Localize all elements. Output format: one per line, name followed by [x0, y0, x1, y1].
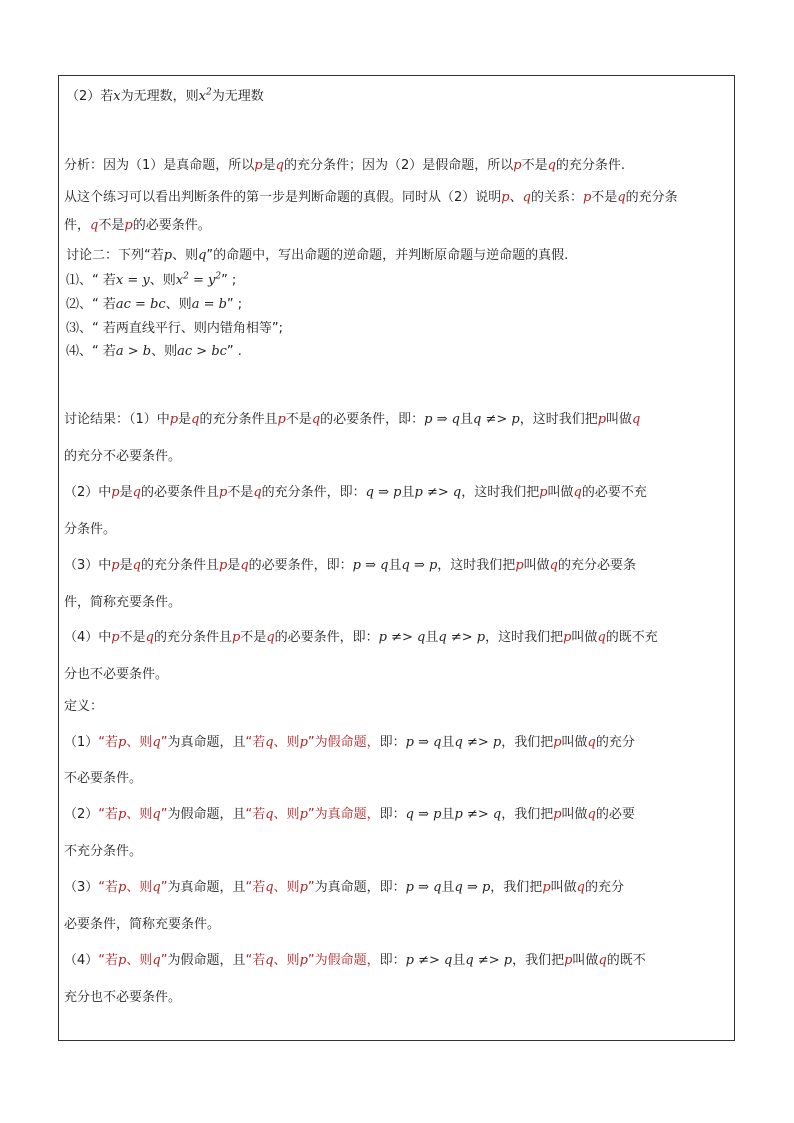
text: 的充分必要条 [557, 558, 636, 573]
discussion-item-1 [66, 273, 236, 289]
text: ，这时我们把 [519, 412, 598, 427]
text: 的充分条 [625, 190, 678, 205]
text: ” ; [226, 297, 243, 312]
var-p: p [218, 485, 228, 500]
text: 件， [64, 218, 91, 233]
var-p: p [299, 880, 308, 895]
text: 的必要条件。 [132, 218, 211, 233]
result-2-line-2 [64, 522, 116, 538]
definition-title [64, 699, 103, 715]
math: q ⇒ p [365, 485, 402, 500]
var-q: q [265, 735, 274, 750]
text: （1） [64, 735, 99, 750]
math: q ≠> p [465, 953, 513, 968]
analysis-line-1 [64, 158, 625, 174]
math: p ≠> q [378, 630, 426, 645]
text: 且 [441, 735, 455, 750]
text: 且 [441, 880, 455, 895]
text: 件，简称充要条件。 [64, 595, 182, 610]
definition-2-line-2 [64, 844, 142, 860]
result-2-line-1 [64, 485, 647, 501]
discussion-item-3 [66, 321, 283, 337]
definition-1-line-1 [64, 735, 635, 751]
var-q: q [573, 485, 582, 500]
text: 讨论结果：（1）中 [64, 412, 170, 427]
text: （4） [64, 953, 99, 968]
analysis-line-3 [64, 218, 211, 234]
text: 且 [441, 807, 455, 822]
var-q: q [145, 630, 154, 645]
text: “若 [98, 880, 119, 895]
var-q: q [152, 880, 161, 895]
var-q: q [275, 158, 284, 173]
text: 且 [452, 953, 466, 968]
text: 、 [509, 190, 523, 205]
math: p ≠> q [454, 807, 502, 822]
text: 是 [119, 558, 133, 573]
text: 为无理数，则 [120, 89, 199, 104]
var-p: p [111, 485, 120, 500]
text: “若 [245, 807, 266, 822]
result-3-line-1 [64, 558, 636, 574]
math: p ⇒ q [405, 880, 442, 895]
var-p: p [563, 630, 572, 645]
text: 的既不充 [605, 630, 658, 645]
text: 充分也不必要条件。 [64, 990, 182, 1005]
math: p ⇒ q [424, 412, 460, 427]
var-q: q [152, 953, 161, 968]
math: ac = bc [115, 297, 166, 312]
text: 叫做 [571, 630, 598, 645]
var-p: p [124, 218, 133, 233]
math: q ≠> p [472, 412, 520, 427]
text: ，这时我们把 [437, 558, 516, 573]
text: ⑵、“ 若 [66, 297, 116, 312]
text: 不必要条件。 [64, 771, 143, 786]
text: 分析：因为（1）是真命题，所以 [64, 158, 255, 173]
math: x [175, 273, 184, 288]
text: 的充分条件且 [153, 630, 232, 645]
var-p: p [553, 807, 562, 822]
text: ，这时我们把 [485, 630, 564, 645]
text: 、则 [273, 735, 300, 750]
var-q: q [265, 880, 274, 895]
text: 、则 [273, 953, 300, 968]
text: ，我们把 [512, 953, 565, 968]
text: （2）中 [64, 485, 112, 500]
discussion-2-title [66, 248, 568, 264]
text: ” [307, 880, 315, 895]
text: “若 [245, 953, 266, 968]
var-p: p [277, 412, 286, 427]
text: 、则 [126, 953, 153, 968]
text: 的充分条件. [555, 158, 626, 173]
text: 是 [262, 158, 276, 173]
text: ” ; [221, 273, 237, 288]
var-p: p [163, 248, 173, 263]
text: 不是 [521, 158, 548, 173]
text: 即： [379, 807, 406, 822]
var-p: p [299, 735, 308, 750]
var-p: p [299, 953, 308, 968]
text: 不充分条件。 [64, 844, 143, 859]
math-x: x [113, 89, 121, 104]
var-q: q [90, 218, 99, 233]
text: 的充分 [584, 880, 624, 895]
var-q: q [253, 485, 262, 500]
var-p: p [169, 412, 179, 427]
text: 不是 [240, 630, 267, 645]
text: ，我们把 [501, 735, 554, 750]
definition-2-line-1 [64, 807, 635, 823]
text: 、则 [273, 880, 300, 895]
text: ，我们把 [501, 807, 554, 822]
text: 的充分条件，即： [261, 485, 366, 500]
math: a = b [191, 297, 227, 312]
text: 为假命题，且 [167, 953, 246, 968]
var-q: q [265, 953, 274, 968]
text: 分也不必要条件。 [64, 667, 169, 682]
var-p: p [515, 558, 524, 573]
result-3-line-2 [64, 595, 181, 611]
discussion-item-4 [66, 344, 242, 360]
var-q: q [265, 807, 274, 822]
definition-3-line-1 [64, 880, 624, 896]
text: 即： [379, 735, 406, 750]
text: 为真命题，且 [167, 735, 246, 750]
text: 的关系： [530, 190, 583, 205]
var-q: q [587, 735, 596, 750]
math: q ≠> p [438, 630, 486, 645]
math-x: x [198, 89, 206, 104]
text: （2） [64, 807, 99, 822]
text: 为无理数 [211, 89, 264, 104]
text: ⑶、“ 若两直线平行、则内错角相等”; [66, 321, 283, 336]
math: q ⇒ p [405, 807, 442, 822]
var-p: p [111, 630, 120, 645]
text: 叫做 [547, 485, 574, 500]
text: 的必要不充 [581, 485, 647, 500]
text: 不是 [227, 485, 254, 500]
var-q: q [191, 412, 200, 427]
result-4-line-2 [64, 667, 168, 683]
text: 讨论二：下列“若 [66, 248, 164, 263]
text: 的充分不必要条件。 [64, 449, 182, 464]
text: ”为假命题， [307, 735, 380, 750]
text: ” . [226, 344, 242, 359]
text: 、则 [172, 248, 199, 263]
text: 叫做 [550, 880, 577, 895]
math-sup: 2 [183, 271, 189, 282]
var-p: p [118, 880, 127, 895]
definition-3-line-2 [64, 917, 220, 933]
var-q: q [152, 807, 161, 822]
var-q: q [549, 558, 558, 573]
result-1-line-2 [64, 449, 181, 465]
text: 、则 [126, 735, 153, 750]
text: 不是 [591, 190, 618, 205]
math: = y [188, 273, 216, 288]
math: p ⇒ q [405, 735, 442, 750]
var-q: q [547, 158, 556, 173]
text: ”为假命题， [307, 953, 380, 968]
text: 、则 [165, 297, 192, 312]
text: 的充分条件；因为（2）是假命题，所以 [283, 158, 514, 173]
text: 为假命题，且 [167, 807, 246, 822]
var-q: q [311, 412, 321, 427]
var-p: p [231, 630, 241, 645]
var-p: p [111, 558, 120, 573]
math: q ⇒ p [454, 880, 491, 895]
var-q: q [132, 558, 141, 573]
math: a > b [115, 344, 152, 359]
math-sup: 2 [205, 87, 212, 98]
text: 且 [388, 558, 402, 573]
text: 叫做 [572, 953, 599, 968]
definition-1-line-2 [64, 771, 142, 787]
text: 分条件。 [64, 522, 117, 537]
text: （2）若 [66, 89, 114, 104]
text: 不是 [285, 412, 312, 427]
text: “若 [245, 880, 266, 895]
text: 、则 [151, 344, 178, 359]
var-q: q [198, 248, 207, 263]
var-q: q [617, 190, 626, 205]
math: q ⇒ p [401, 558, 438, 573]
text: 的充分条件且 [140, 558, 219, 573]
text: 即： [379, 953, 406, 968]
var-p: p [118, 735, 127, 750]
text: 必要条件，简称充要条件。 [64, 917, 221, 932]
text: 、则 [149, 273, 176, 288]
math: p ≠> q [405, 953, 453, 968]
math: q ≠> p [454, 735, 502, 750]
text: 且 [459, 412, 473, 427]
text: ”为真命题， [307, 807, 380, 822]
var-p: p [513, 158, 522, 173]
var-p: p [582, 190, 592, 205]
text: ” [160, 735, 168, 750]
text: 的必要条件，即： [274, 630, 379, 645]
text: （4）中 [64, 630, 112, 645]
var-q: q [152, 735, 161, 750]
var-q: q [522, 190, 531, 205]
var-q: q [632, 412, 641, 427]
text: 是 [119, 485, 133, 500]
item-2-line [66, 89, 264, 105]
text: ，这时我们把 [461, 485, 540, 500]
text: ” [160, 953, 168, 968]
discussion-item-2 [66, 297, 242, 313]
text: （3）中 [64, 558, 112, 573]
text: 的必要 [595, 807, 635, 822]
var-p: p [299, 807, 308, 822]
var-p: p [254, 158, 263, 173]
analysis-line-2 [64, 190, 678, 206]
result-1-line-1 [64, 412, 640, 428]
text: 的充分条件且 [199, 412, 278, 427]
text: 叫做 [523, 558, 550, 573]
text: 叫做 [561, 807, 588, 822]
definition-4-line-2 [64, 990, 181, 1006]
text: ，我们把 [490, 880, 543, 895]
var-q: q [266, 630, 275, 645]
text: ⑷、“ 若 [66, 344, 116, 359]
text: 的必要条件，即： [320, 412, 425, 427]
text: “若 [245, 735, 266, 750]
text: 不是 [98, 218, 125, 233]
definition-4-line-1 [64, 953, 646, 969]
var-q: q [598, 953, 607, 968]
var-p: p [539, 485, 548, 500]
var-q: q [240, 558, 249, 573]
var-p: p [542, 880, 551, 895]
text: 是 [227, 558, 241, 573]
var-p: p [564, 953, 573, 968]
text: ”的命题中，写出命题的逆命题，并判断原命题与逆命题的真假. [206, 248, 569, 263]
text: “若 [98, 735, 119, 750]
text: 且 [401, 485, 415, 500]
text: 叫做 [561, 735, 588, 750]
text: “若 [98, 807, 119, 822]
text: 的既不 [606, 953, 646, 968]
text: 的必要条件且 [140, 485, 219, 500]
text: 为真命题，且 [167, 880, 246, 895]
var-q: q [576, 880, 585, 895]
text: 的充分 [595, 735, 635, 750]
text: ” [160, 807, 168, 822]
text: 是 [178, 412, 192, 427]
result-4-line-1 [64, 630, 658, 646]
var-p: p [501, 190, 510, 205]
text: ⑴、“ 若 [66, 273, 116, 288]
text: 叫做 [606, 412, 633, 427]
math: p ≠> q [414, 485, 462, 500]
var-q: q [587, 807, 596, 822]
var-p: p [218, 558, 228, 573]
text: 、则 [273, 807, 300, 822]
text: 、则 [126, 880, 153, 895]
text: 定义： [64, 699, 104, 714]
text: 从这个练习可以看出判断条件的第一步是判断命题的真假。同时从（2）说明 [64, 190, 502, 205]
var-q: q [597, 630, 606, 645]
math: ac > bc [177, 344, 227, 359]
math: x = y [115, 273, 150, 288]
text: 不是 [119, 630, 146, 645]
var-q: q [132, 485, 141, 500]
var-p: p [118, 953, 127, 968]
var-p: p [553, 735, 562, 750]
var-p: p [118, 807, 127, 822]
math-sup: 2 [215, 271, 222, 282]
text: 为真命题，即： [314, 880, 406, 895]
text: “若 [98, 953, 119, 968]
text: 的必要条件，即： [248, 558, 353, 573]
math: p ⇒ q [352, 558, 389, 573]
text: 且 [425, 630, 439, 645]
text: （3） [64, 880, 99, 895]
text: ” [160, 880, 168, 895]
text: 、则 [126, 807, 153, 822]
var-p: p [597, 412, 607, 427]
